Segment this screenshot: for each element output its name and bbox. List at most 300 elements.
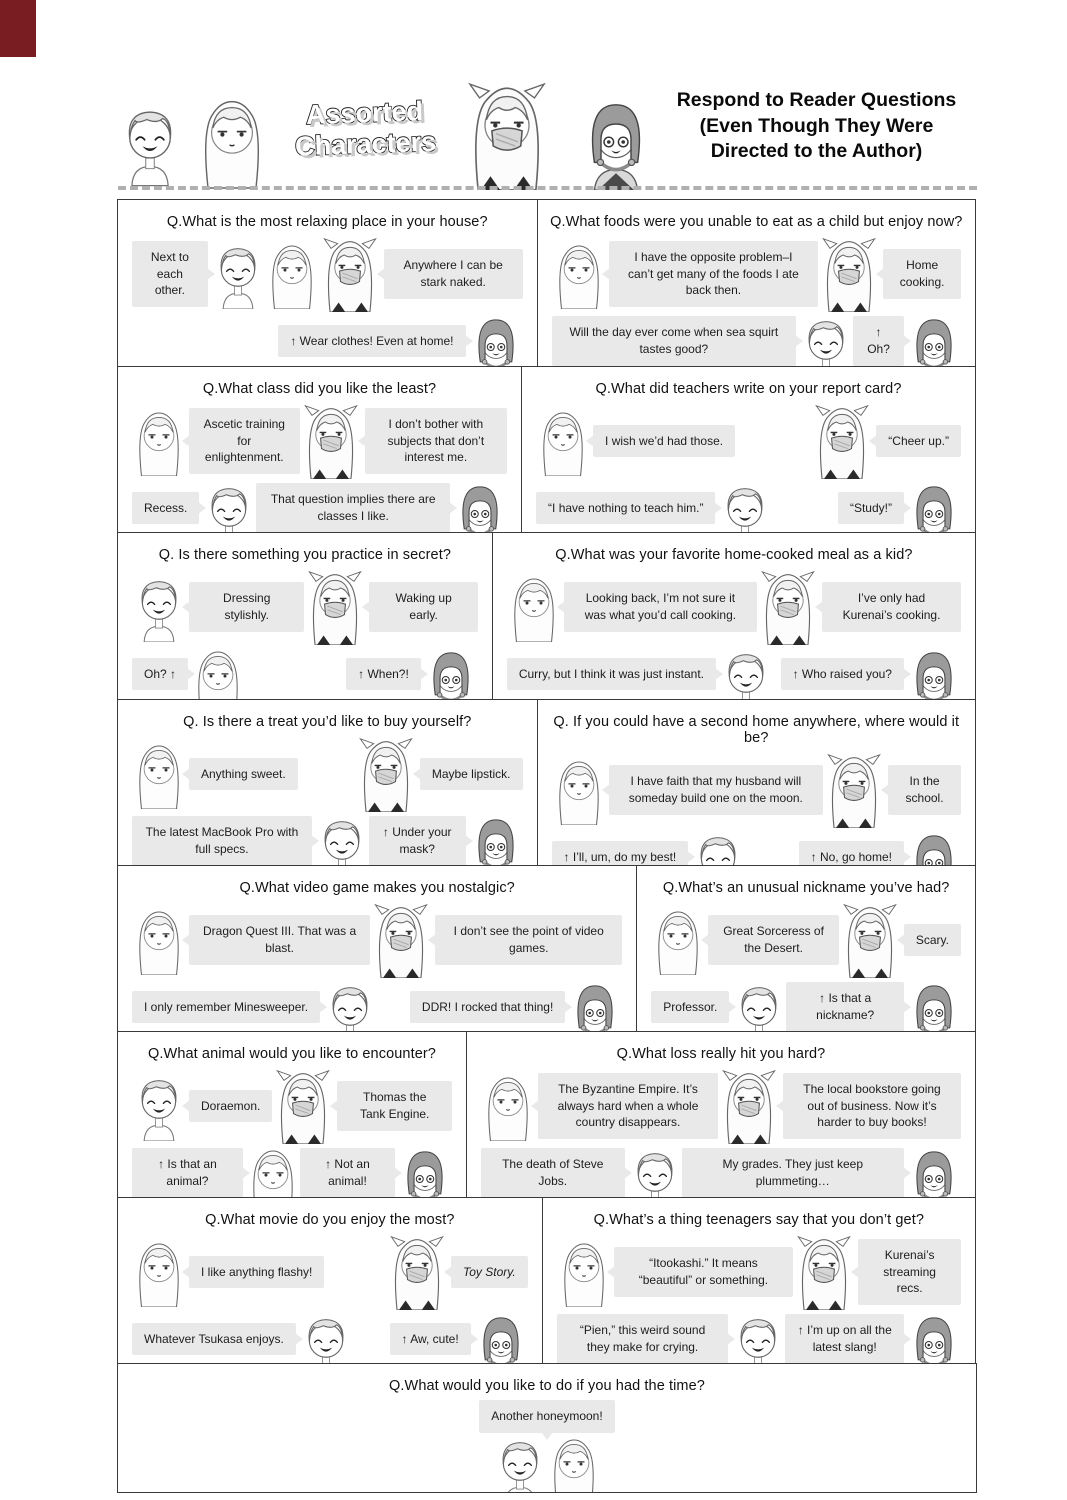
char-masked-icon (757, 569, 819, 645)
speech-bubble: That question implies there are classes I like. (256, 483, 450, 532)
character-group (651, 905, 705, 975)
character-group (552, 755, 606, 825)
char-long-hair-icon (265, 239, 319, 309)
speaker-group (132, 739, 298, 809)
speech-bubble: Doraemon. (189, 1090, 272, 1123)
char-short-hair-icon (799, 312, 853, 367)
speaker-group (507, 572, 757, 642)
speaker-group (304, 569, 477, 645)
bubble-row (128, 1144, 456, 1198)
speech-bubble: Ascetic training for enlightenment. (189, 408, 300, 474)
qa-panel (636, 865, 976, 1032)
speaker-group (479, 1400, 614, 1493)
speech-bubble: I have the opposite problem–I can’t get many of the foods I ate back then. (609, 241, 819, 307)
speech-bubble: Dressing stylishly. (189, 582, 304, 631)
character-group (793, 1234, 855, 1310)
speaker-group (785, 1310, 961, 1364)
char-long-hair-icon (196, 90, 268, 190)
qa-panel (117, 1197, 543, 1364)
speech-bubble: The local bookstore going out of business. Now it’s harder to buy books! (783, 1073, 961, 1139)
char-short-hair-icon (118, 96, 182, 190)
speech-bubble: The death of Steve Jobs. (481, 1148, 625, 1197)
speaker-group (718, 1068, 961, 1144)
speaker-group (557, 1237, 794, 1307)
character-group (132, 572, 186, 642)
char-bob-icon (568, 978, 622, 1032)
character-group (507, 572, 561, 642)
character-group (453, 479, 507, 533)
speech-bubble: Whatever Tsukasa enjoys. (132, 1323, 296, 1356)
speaker-group (536, 406, 735, 476)
speaker-group (793, 1234, 961, 1310)
bubble-row (548, 752, 965, 828)
char-bob-icon (453, 479, 507, 533)
qa-panel (537, 699, 976, 866)
speaker-group (369, 812, 523, 866)
speech-bubble: Next to each other. (132, 241, 208, 307)
char-masked-icon (818, 236, 880, 312)
qa-panel (466, 1031, 976, 1198)
qa-panel (117, 1031, 467, 1198)
char-long-hair-icon (536, 406, 590, 476)
bubble-row (548, 312, 965, 367)
speech-bubble: Home cooking. (883, 249, 961, 298)
speaker-group (781, 645, 961, 700)
speaker-group (132, 905, 370, 975)
speech-bubble: Curry, but I think it was just instant. (507, 658, 716, 691)
speaker-group (552, 312, 854, 367)
bubble-row (128, 479, 511, 533)
panel-question: Q.What’s a thing teenagers say that you don’t get? (593, 1212, 925, 1228)
char-bob-icon (907, 645, 961, 700)
speech-bubble: “Pien,” this weird sound they make for crying. (557, 1314, 729, 1363)
char-long-hair-icon (651, 905, 705, 975)
panel-question: Q.What’s an unusual nickname you’ve had? (662, 880, 950, 896)
bubble-row (553, 1234, 965, 1310)
speaker-group (536, 479, 772, 533)
speech-bubble: Dragon Quest III. That was a blast. (189, 915, 370, 964)
char-short-hair-icon (132, 572, 186, 642)
speech-bubble: Anywhere I can be stark naked. (384, 249, 523, 298)
char-bob-icon (907, 479, 961, 533)
bubble-row (477, 1068, 965, 1144)
speaker-group (370, 902, 622, 978)
speech-bubble: ↑ Aw, cute! (390, 1323, 471, 1356)
bubble-row (503, 645, 965, 700)
speech-bubble: Waking up early. (369, 582, 477, 631)
panel-question: Q.What class did you like the least? (202, 381, 437, 397)
speech-bubble: Looking back, I’m not sure it was what you’d call cooking. (564, 582, 757, 631)
character-group (907, 312, 961, 367)
char-short-hair-icon (493, 1433, 547, 1493)
speaker-group (651, 978, 786, 1032)
bubble-row (477, 1144, 965, 1198)
character-group (132, 1237, 186, 1307)
character-group (191, 645, 245, 700)
character-group (811, 403, 873, 479)
speaker-group (552, 755, 824, 825)
speaker-group (481, 1144, 682, 1198)
speaker-group (132, 479, 256, 533)
character-group (299, 1310, 353, 1364)
speaker-group (132, 1144, 300, 1198)
speech-bubble: Will the day ever come when sea squirt tastes good? (552, 316, 797, 365)
speaker-group (256, 479, 507, 533)
char-long-hair-icon (481, 1071, 535, 1141)
speech-bubble: ↑ Wear clothes! Even at home! (278, 325, 465, 358)
bubble-row (532, 479, 965, 533)
speech-bubble: Recess. (132, 492, 199, 525)
speaker-group (319, 236, 523, 312)
speech-bubble: ↑ Is that a nickname? (786, 982, 904, 1031)
speaker-group (410, 978, 622, 1032)
character-group (493, 1433, 601, 1493)
character-group (132, 905, 186, 975)
char-short-hair-icon (132, 1071, 186, 1141)
speaker-group (811, 403, 961, 479)
qa-panel (117, 1363, 977, 1493)
speech-bubble: Scary. (904, 924, 961, 957)
char-long-hair-icon (552, 755, 606, 825)
speech-bubble: I don’t bother with subjects that don’t interest me. (365, 408, 507, 474)
character-group (386, 1234, 448, 1310)
char-long-hair-icon (557, 1237, 611, 1307)
qa-panel (537, 199, 976, 367)
speaker-group (355, 736, 523, 812)
char-masked-icon (272, 1068, 334, 1144)
char-bob-icon (907, 828, 961, 866)
char-short-hair-icon (299, 1310, 353, 1364)
char-long-hair-icon (507, 572, 561, 642)
char-masked-icon (823, 752, 885, 828)
panel-question: Q.What movie do you enjoy the most? (205, 1212, 455, 1228)
char-short-hair-icon (719, 645, 773, 700)
panel-question: Q. If you could have a second home anywhere, where would it be? (553, 714, 960, 746)
speech-bubble: “Itookashi.” It means “beautiful” or something. (614, 1247, 794, 1296)
speaker-group (132, 978, 377, 1032)
char-bob-icon (907, 1144, 961, 1198)
speech-bubble: ↑ When?! (346, 658, 421, 691)
speaker-group (818, 236, 961, 312)
char-masked-icon (319, 236, 381, 312)
char-short-hair-icon (628, 1144, 682, 1198)
speech-bubble: I’ve only had Kurenai’s cooking. (822, 582, 961, 631)
panel-question: Q.What was your favorite home-cooked meal as a kid? (555, 547, 913, 563)
bubble-row (647, 902, 965, 978)
speaker-group (823, 752, 961, 828)
speech-bubble: ↑ I’ll, um, do my best! (552, 841, 689, 866)
speech-bubble: Kurenai’s streaming recs. (858, 1239, 961, 1305)
character-group (246, 1144, 300, 1198)
character-group (469, 312, 523, 367)
logo-line2: Characters (294, 126, 437, 162)
speaker-group (132, 406, 300, 476)
speaker-group (132, 645, 245, 700)
char-masked-icon (386, 1234, 448, 1310)
panel-question: Q. Is there something you practice in secret? (158, 547, 452, 563)
panel-question: Q.What is the most relaxing place in your house? (166, 214, 488, 230)
bubble-row (553, 1310, 965, 1364)
character-group (557, 1237, 611, 1307)
char-masked-icon (811, 403, 873, 479)
character-group (731, 1310, 785, 1364)
panel-question: Q.What foods were you unable to eat as a child but enjoy now? (550, 214, 963, 230)
speech-bubble: ↑ Is that an animal? (132, 1148, 243, 1197)
bubble-row (128, 645, 482, 700)
speaker-group (786, 978, 961, 1032)
char-short-hair-icon (691, 828, 745, 866)
bubble-row (128, 902, 626, 978)
char-bob-icon (907, 312, 961, 367)
logo-line1: Assorted (305, 95, 424, 130)
char-bob-icon (907, 1310, 961, 1364)
title-line: Respond to Reader Questions (676, 89, 957, 111)
character-group (907, 1310, 961, 1364)
panel-question: Q.What did teachers write on your report card? (595, 381, 902, 397)
speech-bubble: I like anything flashy! (189, 1256, 324, 1289)
bubble-row (128, 403, 511, 479)
speech-bubble: ↑ I’m up on all the latest slang! (785, 1314, 904, 1363)
char-masked-icon (304, 569, 366, 645)
speaker-group (839, 902, 961, 978)
speaker-group (132, 572, 304, 642)
character-group (718, 1068, 780, 1144)
page-header (118, 82, 977, 190)
char-bob-icon (474, 1310, 528, 1364)
character-group (272, 1068, 334, 1144)
char-bob-icon (907, 978, 961, 1032)
character-group (839, 902, 901, 978)
char-short-hair-icon (718, 479, 772, 533)
speaker-group (552, 239, 819, 309)
speaker-group (300, 403, 507, 479)
page-corner-mark (0, 0, 36, 57)
speech-bubble: Oh? ↑ (132, 658, 188, 691)
speaker-group (300, 1144, 452, 1198)
char-short-hair-icon (202, 479, 256, 533)
character-group (300, 403, 362, 479)
speaker-group (552, 828, 746, 866)
speaker-group (757, 569, 961, 645)
speaker-group (278, 312, 522, 367)
character-group (132, 1071, 186, 1141)
page-title (656, 88, 977, 165)
speaker-group (386, 1234, 528, 1310)
speech-bubble: Toy Story. (451, 1256, 528, 1289)
character-group (370, 902, 432, 978)
qa-panel (117, 199, 538, 367)
speaker-group (132, 1237, 324, 1307)
speech-bubble: I don’t see the point of video games. (435, 915, 622, 964)
speaker-group (132, 1310, 353, 1364)
character-group (398, 1144, 452, 1198)
speech-bubble: Great Sorceress of the Desert. (708, 915, 839, 964)
char-masked-icon (355, 736, 417, 812)
qa-panel (492, 532, 976, 700)
speech-bubble: I have faith that my husband will someday build one on the moon. (609, 765, 824, 814)
bubble-row (128, 312, 527, 367)
char-masked-icon (300, 403, 362, 479)
bubble-row (128, 1310, 532, 1364)
panel-question: Q.What loss really hit you hard? (616, 1046, 826, 1062)
header-divider (118, 186, 977, 190)
bubble-row (128, 1068, 456, 1144)
bubble-row (128, 569, 482, 645)
speech-bubble: I only remember Minesweeper. (132, 991, 320, 1024)
speaker-group (390, 1310, 528, 1364)
character-group (691, 828, 745, 866)
qa-grid (118, 200, 978, 1493)
char-short-hair-icon (323, 978, 377, 1032)
character-group (719, 645, 773, 700)
char-long-hair-icon (132, 905, 186, 975)
bubble-row (128, 1400, 966, 1493)
speech-bubble: The latest MacBook Pro with full specs. (132, 816, 312, 865)
bubble-row (128, 236, 527, 312)
character-group (907, 1144, 961, 1198)
speaker-group (853, 312, 961, 367)
character-group (907, 479, 961, 533)
char-masked-icon (370, 902, 432, 978)
char-masked-icon (839, 902, 901, 978)
qa-panel (117, 366, 522, 533)
speech-bubble: In the school. (888, 765, 961, 814)
speech-bubble: ↑ Oh? (853, 316, 904, 365)
character-group (323, 978, 377, 1032)
bubble-row (548, 236, 965, 312)
speech-bubble: Professor. (651, 991, 729, 1024)
qa-panel (521, 366, 976, 533)
bubble-row (128, 736, 527, 812)
char-masked-icon (793, 1234, 855, 1310)
character-group (628, 1144, 682, 1198)
character-group (823, 752, 885, 828)
speech-bubble: My grades. They just keep plummeting… (682, 1148, 904, 1197)
speech-bubble: Another honeymoon! (479, 1400, 614, 1433)
qa-panel (117, 532, 493, 700)
bubble-row (128, 812, 527, 866)
character-group (568, 978, 622, 1032)
speech-bubble: “Cheer up.” (876, 425, 961, 458)
speech-bubble: ↑ Who raised you? (781, 658, 904, 691)
character-group (732, 978, 786, 1032)
char-short-hair-icon (211, 239, 265, 309)
character-group (469, 812, 523, 866)
char-long-hair-icon (132, 739, 186, 809)
speech-bubble: ↑ Under your mask? (369, 816, 466, 865)
speech-bubble: ↑ Not an animal! (300, 1148, 395, 1197)
bubble-row (128, 978, 626, 1032)
panel-question: Q.What video game makes you nostalgic? (239, 880, 515, 896)
char-long-hair-icon (552, 239, 606, 309)
speaker-group (799, 828, 961, 866)
speaker-group (682, 1144, 961, 1198)
char-long-hair-icon (191, 645, 245, 700)
character-group (818, 236, 880, 312)
character-group (552, 239, 606, 309)
speech-bubble: I wish we’d had those. (593, 425, 735, 458)
char-short-hair-icon (731, 1310, 785, 1364)
character-group (319, 236, 381, 312)
series-logo (279, 95, 451, 163)
speech-bubble: “Study!” (838, 492, 904, 525)
character-group (132, 406, 186, 476)
char-long-hair-icon (132, 406, 186, 476)
speech-bubble: Anything sweet. (189, 758, 298, 791)
speech-bubble: ↑ No, go home! (799, 841, 904, 866)
speech-bubble: The Byzantine Empire. It’s always hard when a whole country disappears. (538, 1073, 718, 1139)
character-group (799, 312, 853, 367)
character-group (757, 569, 819, 645)
char-bob-icon (398, 1144, 452, 1198)
char-bob-icon (469, 812, 523, 866)
bubble-row (503, 569, 965, 645)
char-long-hair-icon (246, 1144, 300, 1198)
speaker-group (838, 479, 961, 533)
qa-panel (117, 699, 538, 866)
character-group (304, 569, 366, 645)
bubble-row (532, 403, 965, 479)
char-long-hair-icon (132, 1237, 186, 1307)
character-group (202, 479, 256, 533)
bubble-row (647, 978, 965, 1032)
char-bob-icon (424, 645, 478, 700)
char-short-hair-icon (315, 812, 369, 866)
char-masked-icon (460, 80, 554, 190)
speech-bubble: “I have nothing to teach him.” (536, 492, 715, 525)
char-short-hair-icon (732, 978, 786, 1032)
speech-bubble: Thomas the Tank Engine. (337, 1081, 452, 1130)
character-group (474, 1310, 528, 1364)
panel-question: Q.What animal would you like to encounter? (148, 1046, 436, 1062)
speaker-group (481, 1071, 718, 1141)
speaker-group (557, 1310, 786, 1364)
speaker-group (132, 1071, 272, 1141)
char-bob-icon (576, 94, 656, 190)
character-group (211, 239, 319, 309)
character-group (907, 978, 961, 1032)
panel-question: Q.What would you like to do if you had the time? (389, 1378, 705, 1394)
character-group (315, 812, 369, 866)
speaker-group (651, 905, 839, 975)
panel-question: Q. Is there a treat you’d like to buy yourself? (183, 714, 472, 730)
character-group (481, 1071, 535, 1141)
character-group (355, 736, 417, 812)
speaker-group (132, 812, 369, 866)
speech-bubble: DDR! I rocked that thing! (410, 991, 565, 1024)
speaker-group (272, 1068, 452, 1144)
character-group (424, 645, 478, 700)
speaker-group (132, 239, 319, 309)
bubble-row (128, 1234, 532, 1310)
character-group (907, 828, 961, 866)
bubble-row (548, 828, 965, 866)
title-line: (Even Though They Were (699, 114, 934, 137)
char-long-hair-icon (547, 1433, 601, 1493)
speaker-group (507, 645, 773, 700)
speech-bubble: Maybe lipstick. (420, 758, 523, 791)
character-group (907, 645, 961, 700)
character-group (536, 406, 590, 476)
qa-panel (542, 1197, 976, 1364)
title-line: Directed to the Author) (710, 140, 923, 163)
char-bob-icon (469, 312, 523, 367)
qa-panel (117, 865, 637, 1032)
speaker-group (346, 645, 478, 700)
char-masked-icon (718, 1068, 780, 1144)
character-group (718, 479, 772, 533)
character-group (132, 739, 186, 809)
